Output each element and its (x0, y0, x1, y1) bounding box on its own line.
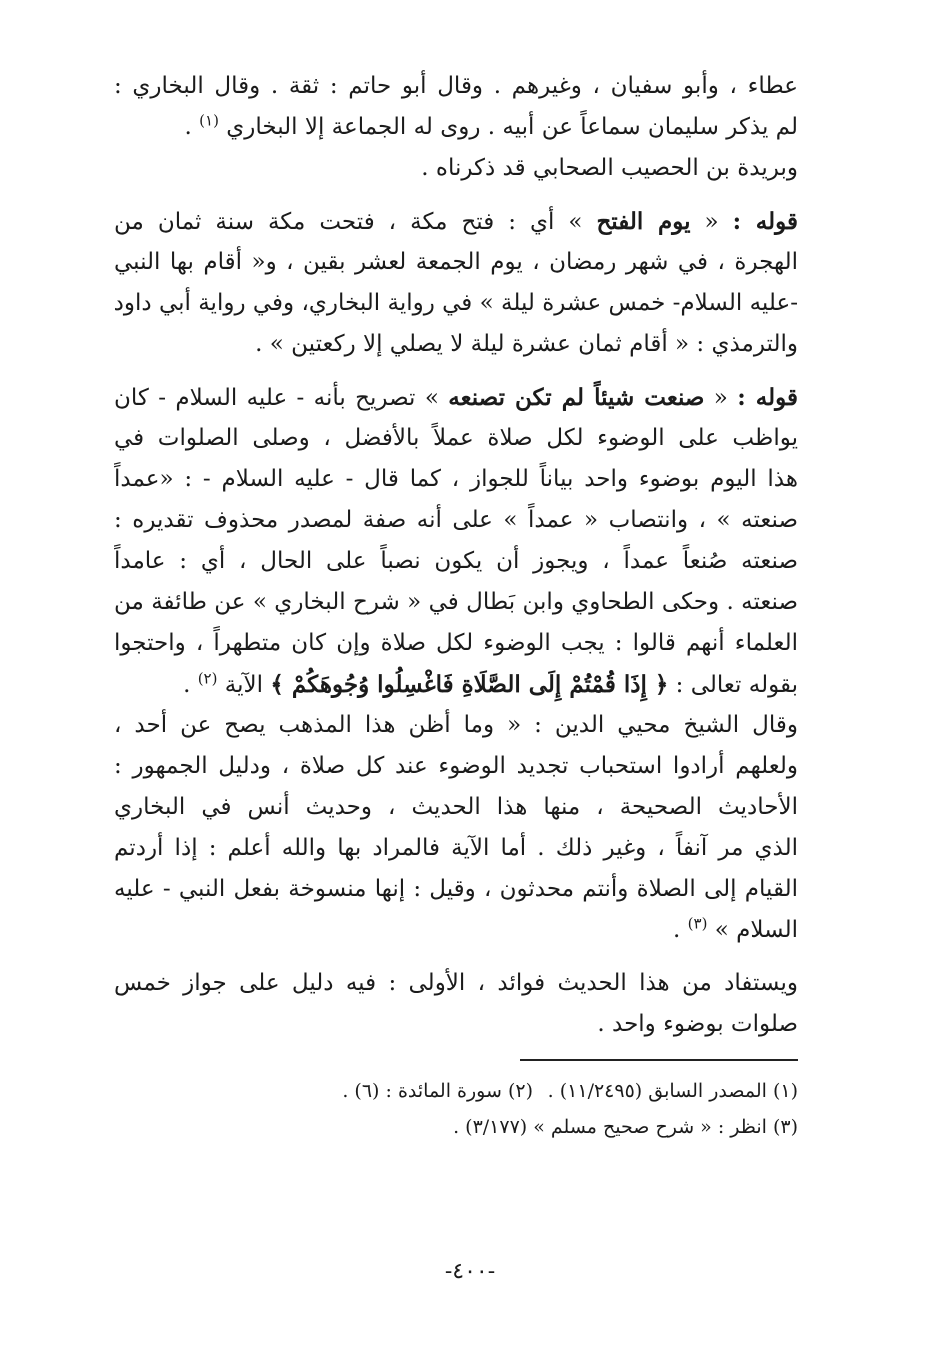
body-line: وقال الشيخ محيي الدين : « وما أظن هذا المذهب يصح عن أحد ، (114, 712, 798, 738)
footnote-1: (١) المصدر السابق (١١/٢٤٩٥) . (547, 1080, 798, 1102)
verse-line: بقوله تعالى : ﴿ إِذَا قُمْتُمْ إِلَى الصَّلَاةِ فَاغْسِلُوا وُجُوهَكُمْ ﴾ الآية $^{(٢)}$ . (183, 669, 798, 698)
body-text: لم يذكر سليمان سماعاً عن أبيه . روى له الجماعة إلا البخاري (226, 114, 798, 140)
footnotes (114, 1073, 798, 1145)
body-line: صنعته صُنعاً عمداً ، ويجوز أن يكون نصباً على الحال ، أي : عامداً (114, 548, 798, 574)
footnote-2: (٢) سورة المائدة : (٦) . (342, 1080, 533, 1102)
body-line: الهجرة ، في شهر رمضان ، يوم الجمعة لعشر بقين ، و« أقام بها النبي (114, 249, 798, 275)
footnote-row (114, 1073, 798, 1109)
body-line: ولعلهم أرادوا استحباب تجديد الوضوء عند كل صلاة ، ودليل الجمهور : (114, 753, 798, 779)
heading-lead: قوله : (732, 208, 798, 235)
body-line: ويستفاد من هذا الحديث فوائد ، الأولى : فيه دليل على جواز خمس (114, 970, 798, 996)
body-line: صنعته . وحكى الطحاوي وابن بَطال في « شرح البخاري » عن طائفة من (114, 589, 798, 615)
body-line: لم يذكر سليمان سماعاً عن أبيه . روى له الجماعة إلا البخاري $^{(١)}$ . (184, 111, 798, 140)
paragraph-start: قوله : « صنعت شيئاً لم تكن تصنعه » تصريح بأنه - عليه السلام - كان (114, 384, 798, 411)
quran-verse: ﴿ إِذَا قُمْتُمْ إِلَى الصَّلَاةِ فَاغْسِلُوا وُجُوهَكُمْ ﴾ (270, 671, 669, 698)
page-number: -٤٠٠- (444, 1259, 496, 1284)
body-line: عطاء ، وأبو سفيان ، وغيرهم . وقال أبو حاتم : ثقة . وقال البخاري : (114, 73, 798, 99)
footnote-ref-2[interactable]: (٢) (197, 669, 218, 688)
body-line: صنعته » ، وانتصاب « عمداً » على أنه صفة لمصدر محذوف تقديره : (114, 507, 798, 533)
body-line: صلوات بوضوء واحد . (597, 1011, 798, 1037)
body-line: القيام إلى الصلاة وأنتم محدثون ، وقيل : إنها منسوخة بفعل النبي - عليه (114, 876, 798, 902)
body-line: وبريدة بن الحصيب الصحابي قد ذكرناه . (421, 155, 798, 181)
body-line: -عليه السلام- خمس عشرة ليلة » في رواية البخاري، وفي رواية أبي داود (114, 290, 798, 316)
footnote-separator (520, 1059, 798, 1061)
body-line: الأحاديث الصحيحة ، منها هذا الحديث ، وحديث أنس في البخاري (114, 794, 798, 820)
body-line: هذا اليوم بوضوء واحد بياناً للجواز ، كما قال - عليه السلام - : «عمداً (114, 466, 798, 492)
heading-lead: قوله : (737, 384, 798, 411)
body-line: والترمذي : « أقام ثمان عشرة ليلة لا يصلي إلا ركعتين » . (255, 331, 798, 357)
quoted-phrase: يوم الفتح (596, 208, 691, 235)
quoted-phrase: صنعت شيئاً لم تكن تصنعه (448, 384, 705, 411)
footnote-ref-3[interactable]: (٣) (687, 914, 708, 933)
body-line: السلام » $^{(٣)}$ . (673, 914, 798, 943)
body-line: يواظب على الوضوء لكل صلاة عملاً بالأفضل ، وصلى الصلوات في (114, 425, 798, 451)
paragraph-start: قوله : « يوم الفتح » أي : فتح مكة ، فتحت مكة سنة ثمان من (114, 208, 798, 235)
body-line: العلماء أنهم قالوا : يجب الوضوء لكل صلاة وإن كان متطهراً ، واحتجوا (114, 630, 798, 656)
footnote-3: (٣) انظر : « شرح صحيح مسلم » (٣/١٧٧) . (453, 1116, 798, 1138)
footnote-ref-1[interactable]: (١) (199, 111, 219, 130)
body-line: الذي مر آنفاً ، وغير ذلك . أما الآية فالمراد بها والله أعلم : إذا أردتم (114, 835, 798, 861)
